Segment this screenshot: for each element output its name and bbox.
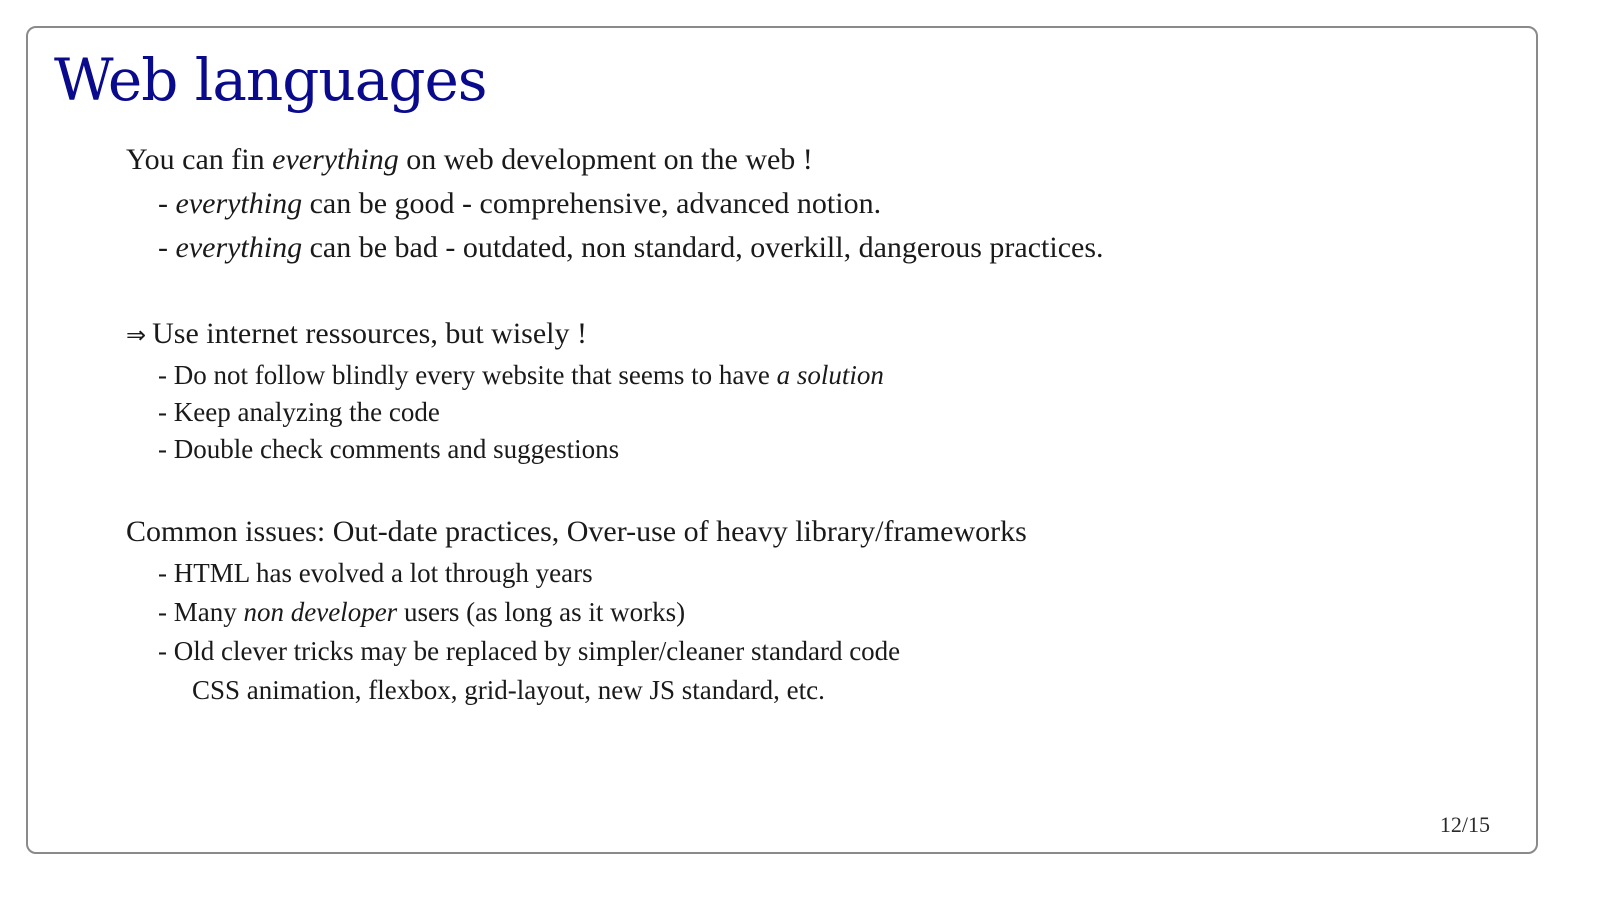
list-item-html-evolved: - HTML has evolved a lot through years: [158, 558, 593, 588]
page-number: 12/15: [1439, 812, 1490, 837]
list-item-emphasis: everything: [175, 231, 303, 264]
intro-emphasis: everything: [272, 143, 399, 176]
list-item-analyze: - Keep analyzing the code: [158, 397, 440, 427]
spacer: [126, 468, 1506, 510]
section3-heading: Common issues: Out-date practices, Over-use of heavy library/frameworks: [126, 515, 1027, 548]
list-item-continuation: CSS animation, flexbox, grid-layout, new JS standard, etc.: [192, 675, 825, 705]
list-item-text: - Do not follow blindly every website that seems to have: [158, 360, 777, 390]
list-item-old-tricks: - Old clever tricks may be replaced by simpler/cleaner standard code: [158, 636, 901, 666]
slide-content: [126, 138, 1506, 710]
list-item-follow: [126, 357, 1506, 394]
section2-heading: [126, 312, 1506, 357]
list-item-emphasis: a solution: [776, 360, 884, 390]
spacer: [126, 270, 1506, 312]
implies-arrow-icon: ⇒: [126, 321, 147, 349]
intro-text-before: You can fin: [126, 143, 273, 176]
list-item-emphasis: non developer: [243, 597, 398, 627]
list-item-text: can be bad - outdated, non standard, overkill, dangerous practices.: [302, 231, 1104, 264]
list-item-double-check: - Double check comments and suggestions: [158, 434, 620, 464]
list-item-non-developer: [126, 593, 1506, 632]
list-item-bad: [126, 226, 1506, 270]
list-item-dash: -: [158, 231, 176, 264]
list-item-text: can be good - comprehensive, advanced notion.: [302, 187, 882, 220]
intro-text-after: on web development on the web !: [398, 143, 813, 176]
list-item-emphasis: everything: [175, 187, 303, 220]
slide-frame: [26, 26, 1538, 854]
intro-line: [126, 138, 1506, 182]
slide-title: Web languages: [54, 46, 487, 114]
list-item-good: [126, 182, 1506, 226]
section2-heading-text: Use internet ressources, but wisely !: [152, 317, 587, 350]
list-item-text: users (as long as it works): [397, 597, 686, 627]
list-item-dash: -: [158, 187, 176, 220]
list-item-text: - Many: [158, 597, 244, 627]
